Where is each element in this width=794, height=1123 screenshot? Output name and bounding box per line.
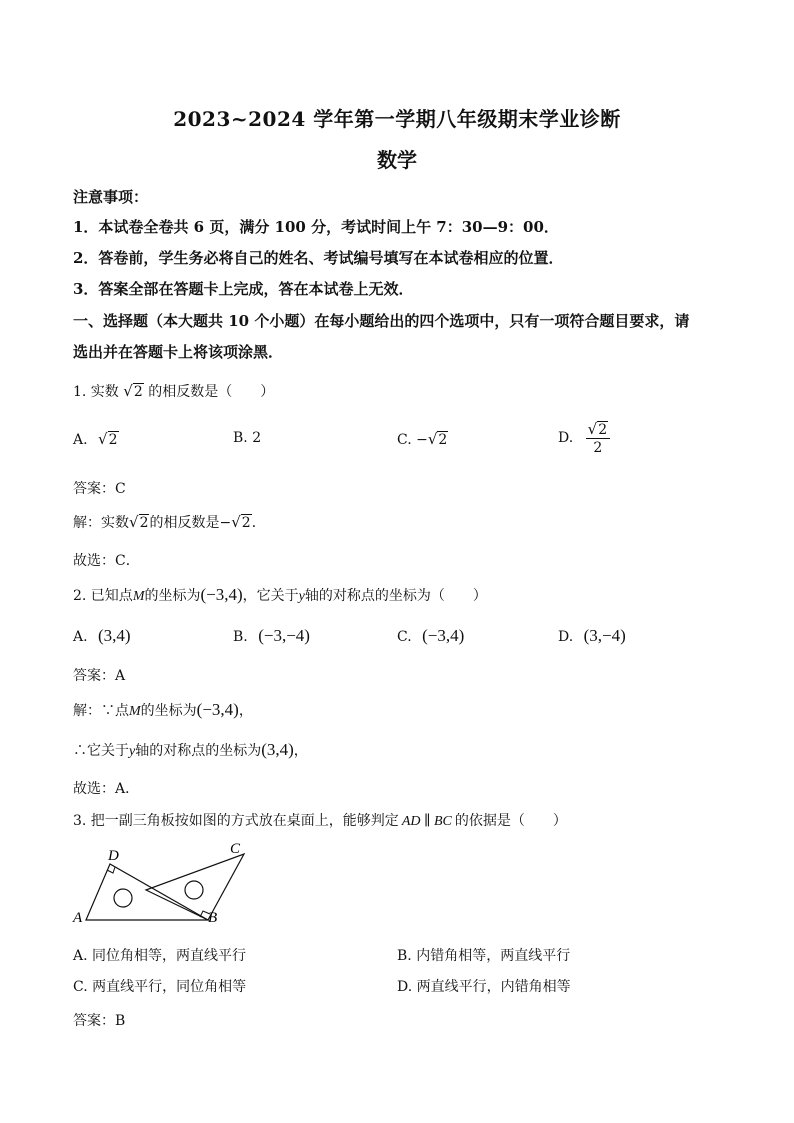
- label-a: A: [73, 910, 83, 926]
- solution-text: 轴的对称点的坐标为: [135, 743, 262, 759]
- q1-answer: 答案：C: [73, 481, 126, 497]
- q2-choose: 故选：A．: [73, 781, 140, 797]
- sqrt-expression: √2: [231, 513, 251, 531]
- note-item-3: 3．答案全部在答题卡上完成，答在本试卷上无效．: [73, 280, 414, 298]
- question-3-stem: [73, 810, 567, 830]
- minus-sign: −: [416, 432, 428, 448]
- q1-choose: 故选：C．: [73, 553, 140, 569]
- q2-text: 的坐标为: [144, 588, 201, 604]
- option-label: C.: [397, 629, 412, 645]
- q3-answer: 答案：B: [73, 1013, 126, 1029]
- option-value: (3,−4): [583, 626, 626, 645]
- point-name: M: [129, 704, 141, 719]
- q2-option-d: [558, 626, 626, 646]
- radicand: 2: [139, 515, 149, 531]
- option-label: A.: [73, 629, 88, 645]
- option-value: 2: [252, 430, 262, 446]
- question-2-stem: [73, 585, 487, 605]
- q2-solution-line2: [73, 740, 308, 760]
- solution-text: 解：∵点: [73, 703, 129, 719]
- radicand: 2: [133, 384, 143, 400]
- q3-option-a: A. 同位角相等，两直线平行: [73, 948, 247, 964]
- fraction-numerator: √2: [586, 420, 610, 439]
- question-1-stem: [73, 381, 274, 401]
- sqrt-expression: √2: [427, 430, 448, 448]
- q1-solution: [73, 512, 266, 532]
- option-value: (−3,4): [422, 626, 465, 645]
- option-label: D.: [558, 629, 574, 645]
- sqrt-expression: √2: [129, 513, 149, 531]
- q2-option-b: [233, 626, 310, 646]
- fraction: [586, 420, 610, 456]
- q2-prefix: 2. 已知点: [73, 588, 133, 604]
- radicand: 2: [241, 515, 251, 531]
- q1-prefix: 1. 实数: [73, 384, 119, 400]
- q1-option-b: [233, 430, 261, 446]
- notes-heading: 注意事项：: [73, 188, 149, 206]
- section-heading-line1: 一、选择题（本大题共 10 个小题）在每小题给出的四个选项中，只有一项符合题目要求，请: [73, 312, 690, 330]
- q1-option-d: [558, 420, 610, 456]
- option-value: (−3,−4): [258, 626, 310, 645]
- axis-name: y: [129, 744, 136, 759]
- triangle-set-figure: [70, 840, 260, 932]
- option-label: B.: [233, 430, 248, 446]
- point-name: M: [132, 589, 145, 604]
- q2-answer: 答案：A: [73, 668, 126, 684]
- q3-option-d: D. 两直线平行，内错角相等: [397, 979, 571, 995]
- q2-option-c: [397, 626, 464, 646]
- q2-text: ，它关于: [242, 588, 299, 604]
- option-label: D.: [558, 430, 574, 446]
- fraction-denominator: 2: [593, 440, 603, 456]
- radicand: 2: [438, 432, 448, 448]
- section-heading-line2: 选出并在答题卡上将该项涂黑．: [73, 343, 284, 361]
- q1-suffix: 的相反数是（ ）: [148, 384, 275, 400]
- q2-solution-line1: [73, 700, 253, 720]
- axis-name: y: [298, 589, 305, 604]
- q1-option-c: [397, 430, 448, 448]
- label-b: B: [208, 910, 218, 926]
- triangle-dcb: [146, 854, 244, 920]
- triangle-hole-right: [185, 881, 203, 899]
- q3-option-c: C. 两直线平行，同位角相等: [73, 979, 247, 995]
- radicand: 2: [598, 422, 608, 438]
- note-item-2: 2．答卷前，学生务必将自己的姓名、考试编号填写在本试卷相应的位置．: [73, 249, 564, 267]
- option-value: (3,4): [98, 626, 131, 645]
- radicand: 2: [108, 432, 118, 448]
- option-label: B.: [233, 629, 248, 645]
- q2-option-a: [73, 626, 131, 646]
- exam-title: 2023~2024 学年第一学期八年级期末学业诊断: [173, 107, 621, 131]
- parallel-formula: AD ∥ BC: [401, 814, 452, 829]
- q1-option-a: [73, 430, 119, 448]
- q3-option-b: B. 内错角相等，两直线平行: [397, 948, 571, 964]
- label-c: C: [230, 841, 241, 857]
- coordinate: (3,4): [261, 740, 294, 759]
- note-item-1: 1．本试卷全卷共 6 页，满分 100 分，考试时间上午 7：30—9：00．: [73, 218, 559, 236]
- q3-suffix: 的依据是（ ）: [454, 813, 567, 829]
- subject-title: 数学: [377, 148, 417, 172]
- sqrt-expression: √2: [123, 382, 143, 400]
- solution-text: ．: [251, 515, 266, 531]
- label-d: D: [108, 848, 119, 864]
- coordinate: (−3,4): [196, 700, 239, 719]
- solution-text: ，: [293, 743, 308, 759]
- q3-prefix: 3. 把一副三角板按如图的方式放在桌面上，能够判定: [73, 813, 399, 829]
- solution-text: 的坐标为: [140, 703, 197, 719]
- sqrt-expression: √2: [98, 430, 118, 448]
- option-label: A.: [73, 432, 88, 448]
- solution-text: 的相反数是: [149, 515, 220, 531]
- solution-text: ∴它关于: [73, 743, 129, 759]
- minus-sign: −: [219, 515, 232, 531]
- solution-text: ，: [238, 703, 253, 719]
- option-label: C.: [397, 432, 412, 448]
- coordinate: (−3,4): [200, 585, 243, 604]
- solution-text: 解：实数: [73, 515, 129, 531]
- triangle-hole-left: [114, 889, 132, 907]
- q2-suffix: 轴的对称点的坐标为（ ）: [304, 588, 487, 604]
